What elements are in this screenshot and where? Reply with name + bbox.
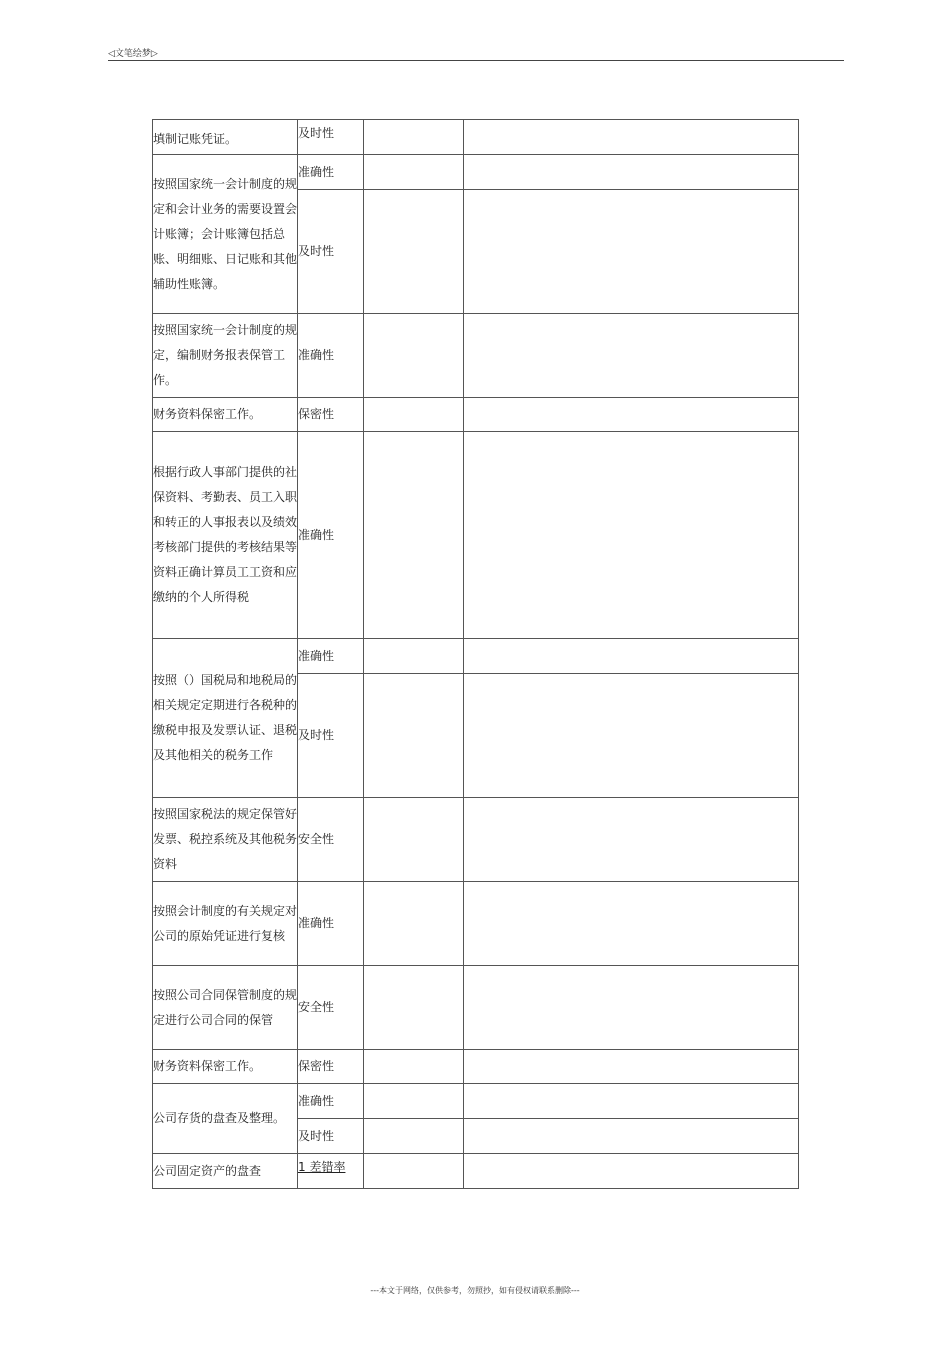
criterion: 及时性 [298, 190, 364, 314]
criterion: 准确性 [298, 1084, 364, 1119]
blank-cell [364, 314, 464, 398]
table-row [153, 120, 799, 155]
criterion: 1 差错率 [298, 1154, 364, 1189]
blank-cell [464, 398, 799, 432]
task-description: 公司存货的盘查及整理。 [153, 1084, 298, 1154]
blank-cell [364, 120, 464, 155]
table-row [153, 1050, 799, 1084]
blank-cell [364, 432, 464, 639]
blank-cell [364, 674, 464, 798]
blank-cell [464, 1050, 799, 1084]
task-description: 按照会计制度的有关规定对公司的原始凭证进行复核 [153, 882, 298, 966]
blank-cell [464, 155, 799, 190]
criterion: 保密性 [298, 1050, 364, 1084]
criterion: 准确性 [298, 882, 364, 966]
criterion: 及时性 [298, 674, 364, 798]
task-description: 按照国家统一会计制度的规定，编制财务报表保管工作。 [153, 314, 298, 398]
table-row [153, 155, 799, 190]
blank-cell [364, 798, 464, 882]
table-row [153, 398, 799, 432]
blank-cell [364, 1084, 464, 1119]
blank-cell [464, 432, 799, 639]
table-row [153, 1154, 799, 1189]
blank-cell [464, 314, 799, 398]
task-description: 根据行政人事部门提供的社保资料、考勤表、员工入职和转正的人事报表以及绩效考核部门提供的考核结果等资料正确计算员工工资和应缴纳的个人所得税 [153, 432, 298, 639]
blank-cell [364, 639, 464, 674]
criterion: 保密性 [298, 398, 364, 432]
blank-cell [364, 1119, 464, 1154]
task-description: 按照国家统一会计制度的规定和会计业务的需要设置会计账簿；会计账簿包括总账、明细账、日记账和其他辅助性账簿。 [153, 155, 298, 314]
footer-disclaimer: ---本文于网络，仅供参考，勿照抄，如有侵权请联系删除--- [370, 1286, 580, 1295]
table-row [153, 639, 799, 674]
table-row [153, 798, 799, 882]
table-row [153, 432, 799, 639]
blank-cell [464, 1084, 799, 1119]
table-row [153, 966, 799, 1050]
criterion: 准确性 [298, 314, 364, 398]
blank-cell [464, 798, 799, 882]
blank-cell [364, 966, 464, 1050]
criterion: 准确性 [298, 432, 364, 639]
blank-cell [464, 882, 799, 966]
task-description: 按照（）国税局和地税局的相关规定定期进行各税种的缴税申报及发票认证、退税及其他相关的税务工作 [153, 639, 298, 798]
blank-cell [464, 639, 799, 674]
task-description: 财务资料保密工作。 [153, 1050, 298, 1084]
blank-cell [464, 1119, 799, 1154]
kpi-table [152, 119, 799, 1189]
task-description: 填制记账凭证。 [153, 120, 298, 155]
criterion: 及时性 [298, 120, 364, 155]
table-row [153, 882, 799, 966]
blank-cell [464, 966, 799, 1050]
blank-cell [464, 120, 799, 155]
blank-cell [364, 398, 464, 432]
criterion: 准确性 [298, 155, 364, 190]
criterion: 安全性 [298, 966, 364, 1050]
blank-cell [364, 882, 464, 966]
header-divider [108, 60, 844, 61]
task-description: 公司固定资产的盘查 [153, 1154, 298, 1189]
criterion: 及时性 [298, 1119, 364, 1154]
task-description: 按照国家税法的规定保管好发票、税控系统及其他税务资料 [153, 798, 298, 882]
blank-cell [464, 1154, 799, 1189]
task-description: 按照公司合同保管制度的规定进行公司合同的保管 [153, 966, 298, 1050]
blank-cell [364, 1050, 464, 1084]
blank-cell [464, 674, 799, 798]
table-row [153, 314, 799, 398]
blank-cell [464, 190, 799, 314]
criterion: 安全性 [298, 798, 364, 882]
blank-cell [364, 190, 464, 314]
criterion: 准确性 [298, 639, 364, 674]
blank-cell [364, 1154, 464, 1189]
table-row [153, 1084, 799, 1119]
header-watermark: ◁文笔绘梦▷ [108, 49, 158, 59]
blank-cell [364, 155, 464, 190]
task-description: 财务资料保密工作。 [153, 398, 298, 432]
